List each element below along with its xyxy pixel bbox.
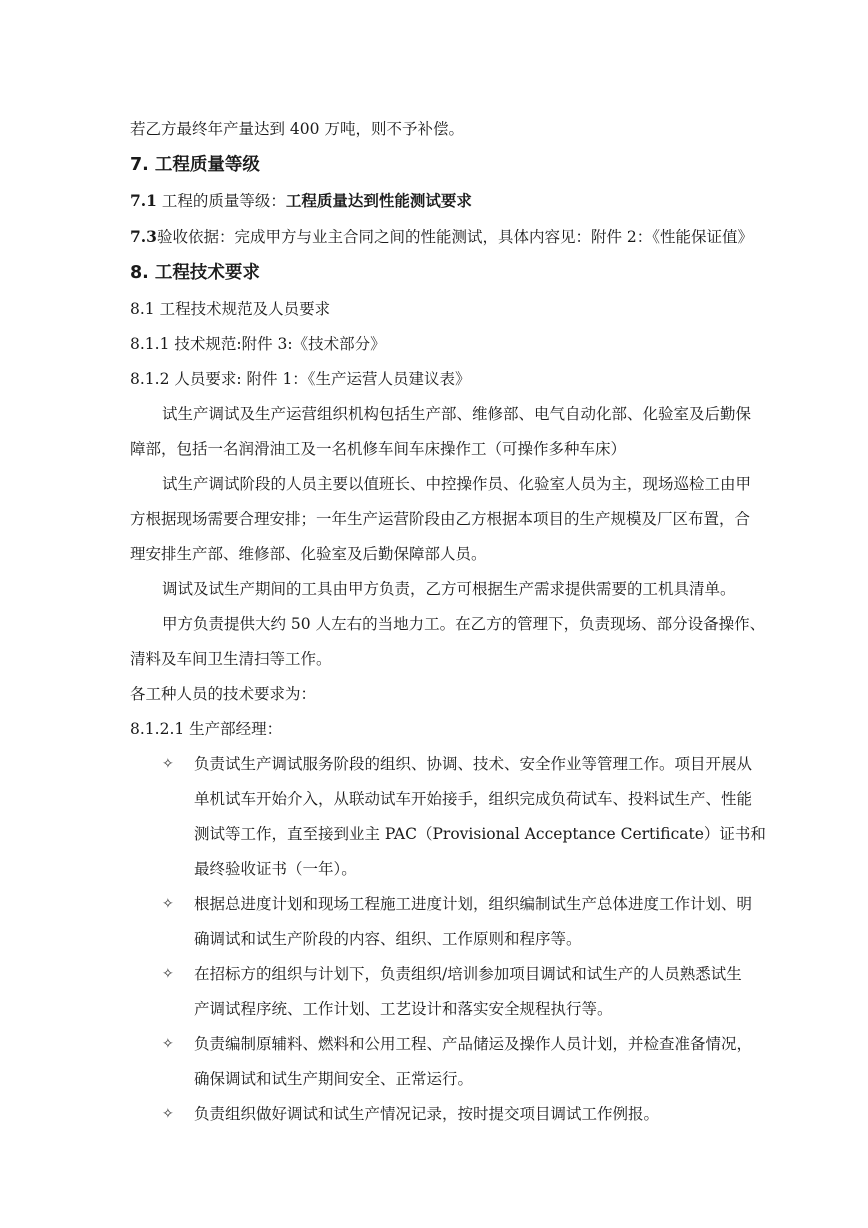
list-item-line: 负责试生产调试服务阶段的组织、协调、技术、安全作业等管理工作。项目开展从 xyxy=(194,755,753,773)
clause-8-1-2-1: 8.1.2.1 生产部经理： xyxy=(130,720,283,738)
paragraph-line: 若乙方最终年产量达到 400 万吨，则不予补偿。 xyxy=(130,120,464,138)
clause-7-1 xyxy=(130,190,472,212)
bullet-diamond-icon: ✧ xyxy=(162,896,174,912)
list-item-line: 负责组织做好调试和试生产情况记录，按时提交项目调试工作例报。 xyxy=(194,1105,660,1123)
clause-number: 7.3 xyxy=(130,227,157,246)
paragraph-line: 理安排生产部、维修部、化验室及后勤保障部人员。 xyxy=(130,545,487,563)
paragraph-line: 方根据现场需要合理安排；一年生产运营阶段由乙方根据本项目的生产规模及厂区布置，合 xyxy=(130,510,751,528)
bullet-diamond-icon: ✧ xyxy=(162,756,174,772)
list-item-line: 确调试和试生产阶段的内容、组织、工作原则和程序等。 xyxy=(194,930,582,948)
list-item-line: 产调试程序统、工作计划、工艺设计和落实安全规程执行等。 xyxy=(194,1000,613,1018)
paragraph-line: 障部，包括一名润滑油工及一名机修车间车床操作工（可操作多种车床） xyxy=(130,440,627,458)
list-item-line: 负责编制原辅料、燃料和公用工程、产品储运及操作人员计划，并检查准备情况， xyxy=(194,1035,753,1053)
paragraph-line: 甲方负责提供大约 50 人左右的当地力工。在乙方的管理下，负责现场、部分设备操作、 xyxy=(162,615,766,633)
paragraph-line: 各工种人员的技术要求为： xyxy=(130,685,317,703)
list-item-line: 测试等工作，直至接到业主 PAC（Provisional Acceptance Certificate）证书和 xyxy=(194,825,766,843)
clause-8-1-1: 8.1.1 技术规范:附件 3:《技术部分》 xyxy=(130,335,386,353)
clause-number: 7.1 xyxy=(130,191,157,210)
clause-7-3 xyxy=(130,226,753,248)
paragraph-line: 清料及车间卫生清扫等工作。 xyxy=(130,650,332,668)
paragraph-line: 试生产调试及生产运营组织机构包括生产部、维修部、电气自动化部、化验室及后勤保 xyxy=(162,405,752,423)
bullet-diamond-icon: ✧ xyxy=(162,1036,174,1052)
paragraph-line: 调试及试生产期间的工具由甲方负责，乙方可根据生产需求提供需要的工机具清单。 xyxy=(162,580,736,598)
bullet-diamond-icon: ✧ xyxy=(162,1106,174,1122)
clause-8-1: 8.1 工程技术规范及人员要求 xyxy=(130,300,331,318)
list-item-line: 确保调试和试生产期间安全、正常运行。 xyxy=(194,1070,474,1088)
list-item-line: 根据总进度计划和现场工程施工进度计划，组织编制试生产总体进度工作计划、明 xyxy=(194,895,753,913)
clause-text: 验收依据：完成甲方与业主合同之间的性能测试，具体内容见：附件 2：《性能保证值》 xyxy=(156,228,754,246)
clause-emphasis: 工程质量达到性能测试要求 xyxy=(285,191,472,210)
section-heading-7: 7. 工程质量等级 xyxy=(130,155,260,175)
clause-8-1-2: 8.1.2 人员要求: 附件 1：《生产运营人员建议表》 xyxy=(130,370,471,388)
bullet-diamond-icon: ✧ xyxy=(162,966,174,982)
list-item-line: 最终验收证书（一年）。 xyxy=(194,860,357,878)
paragraph-line: 试生产调试阶段的人员主要以值班长、中控操作员、化验室人员为主，现场巡检工由甲 xyxy=(162,475,752,493)
clause-text: 工程的质量等级： xyxy=(156,192,286,210)
list-item-line: 单机试车开始介入，从联动试车开始接手，组织完成负荷试车、投料试生产、性能 xyxy=(194,790,753,808)
list-item-line: 在招标方的组织与计划下，负责组织/培训参加项目调试和试生产的人员熟悉试生 xyxy=(194,965,742,983)
section-heading-8: 8. 工程技术要求 xyxy=(130,263,260,283)
